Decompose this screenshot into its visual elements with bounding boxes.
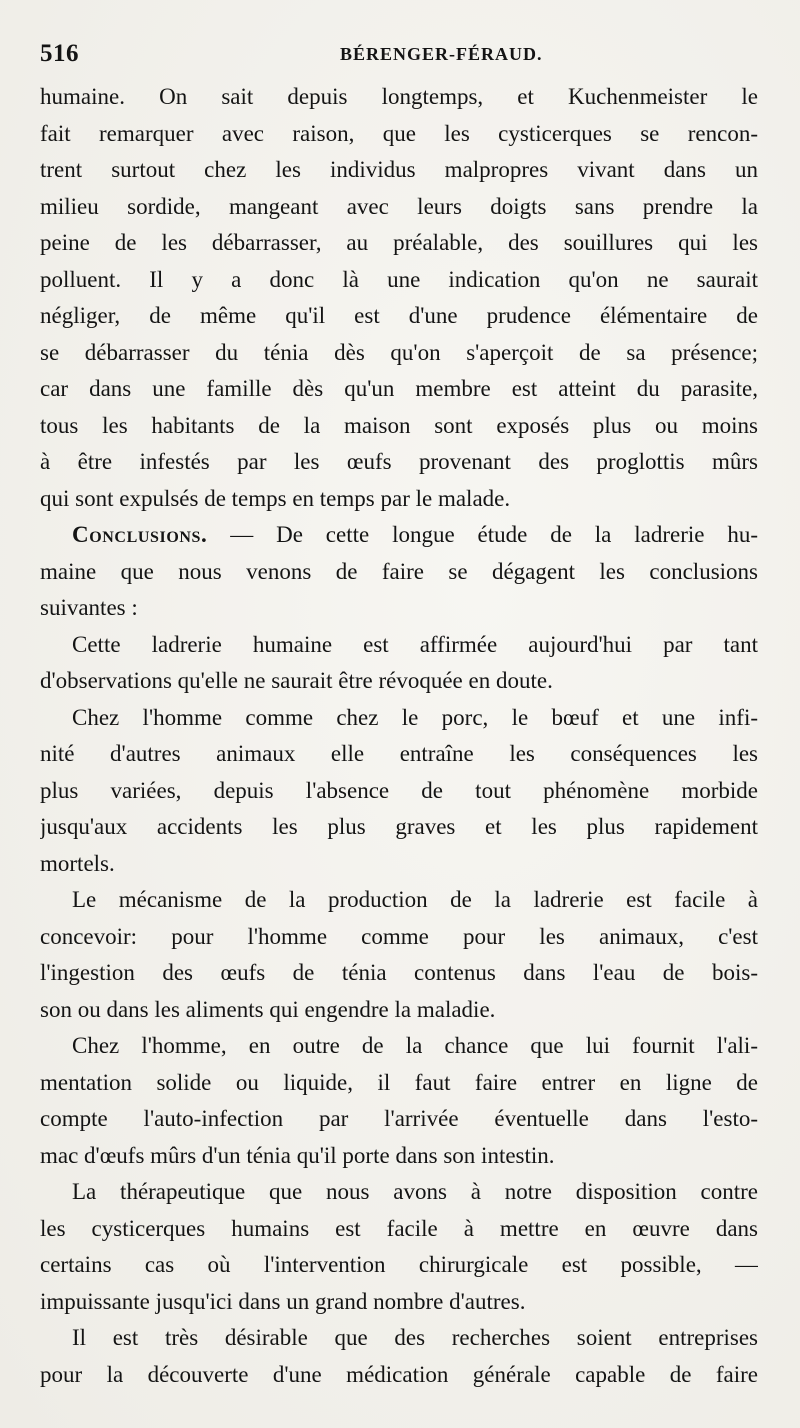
text-line: impuissante jusqu'ici dans un grand nombre d'autres. [40,1288,526,1314]
text-line: suivantes : [40,595,138,620]
text-line: Chez l'homme comme chez le porc, le bœuf et une infi- [72,704,758,730]
text-line: concevoir: pour l'homme comme pour les animaux, c'est [40,923,758,949]
text-line: Cette ladrerie humaine est affirmée aujourd'hui par tant [72,631,758,657]
page-body [40,79,758,1393]
text-line: car dans une famille dès qu'un membre est atteint du parasite, [40,376,758,401]
conclusions-heading-line [40,517,758,554]
text-line: tous les habitants de la maison sont exposés plus ou moins [40,412,758,438]
running-head: BÉRENGER-FÉRAUD. [340,44,543,64]
text-line: les cysticerques humains est facile à mettre en œuvre dans [40,1215,758,1241]
text-line: trent surtout chez les individus malpropres vivant dans un [40,157,758,182]
text-line: Il est très désirable que des recherches soient entreprises [72,1325,758,1350]
text-line: maine que nous venons de faire se dégagent les conclusions [40,558,758,584]
text-line: qui sont expulsés de temps en temps par le malade. [40,485,511,511]
text-line: polluent. Il y a donc là une indication qu'on ne saurait [40,266,758,292]
text-line: son ou dans les aliments qui engendre la maladie. [40,996,496,1022]
page-number: 516 [40,40,79,67]
text-line: nité d'autres animaux elle entraîne les conséquences les [40,741,758,766]
text-line: jusqu'aux accidents les plus graves et les plus rapidement [40,814,758,839]
text-line: humaine. On sait depuis longtemps, et Kuchenmeister le [40,84,758,109]
conclusions-label: Conclusions. [72,522,208,547]
text-line: d'observations qu'elle ne saurait être révoquée en doute. [40,668,553,693]
text-line: fait remarquer avec raison, que les cysticerques se rencon- [40,120,758,146]
text-line: l'ingestion des œufs de ténia contenus dans l'eau de bois- [40,960,758,985]
text-line: certains cas où l'intervention chirurgicale est possible, — [40,1252,758,1277]
text-line: négliger, de même qu'il est d'une prudence élémentaire de [40,303,758,328]
text-line: à être infestés par les œufs provenant des proglottis mûrs [40,449,758,474]
text-line: La thérapeutique que nous avons à notre disposition contre [72,1179,758,1204]
page-header [40,34,760,74]
text-line: compte l'auto-infection par l'arrivée éventuelle dans l'esto- [40,1106,758,1131]
text-line: mentation solide ou liquide, il faut faire entrer en ligne de [40,1069,758,1095]
text-line: plus variées, depuis l'absence de tout phénomène morbide [40,777,758,803]
text-line: peine de les débarrasser, au préalable, des souillures qui les [40,230,758,255]
text-line: milieu sordide, mangeant avec leurs doigts sans prendre la [40,193,758,219]
text-line: Le mécanisme de la production de la ladrerie est facile à [72,887,758,912]
text-line: mortels. [40,850,115,876]
text-line: se débarrasser du ténia dès qu'on s'aperçoit de sa présence; [40,339,758,365]
text-line: Chez l'homme, en outre de la chance que lui fournit l'ali- [72,1033,758,1058]
text-line: pour la découverte d'une médication générale capable de faire [40,1361,758,1387]
conclusions-line-text: — De cette longue étude de la ladrerie hu- [207,522,758,547]
text-line: mac d'œufs mûrs d'un ténia qu'il porte dans son intestin. [40,1142,555,1168]
